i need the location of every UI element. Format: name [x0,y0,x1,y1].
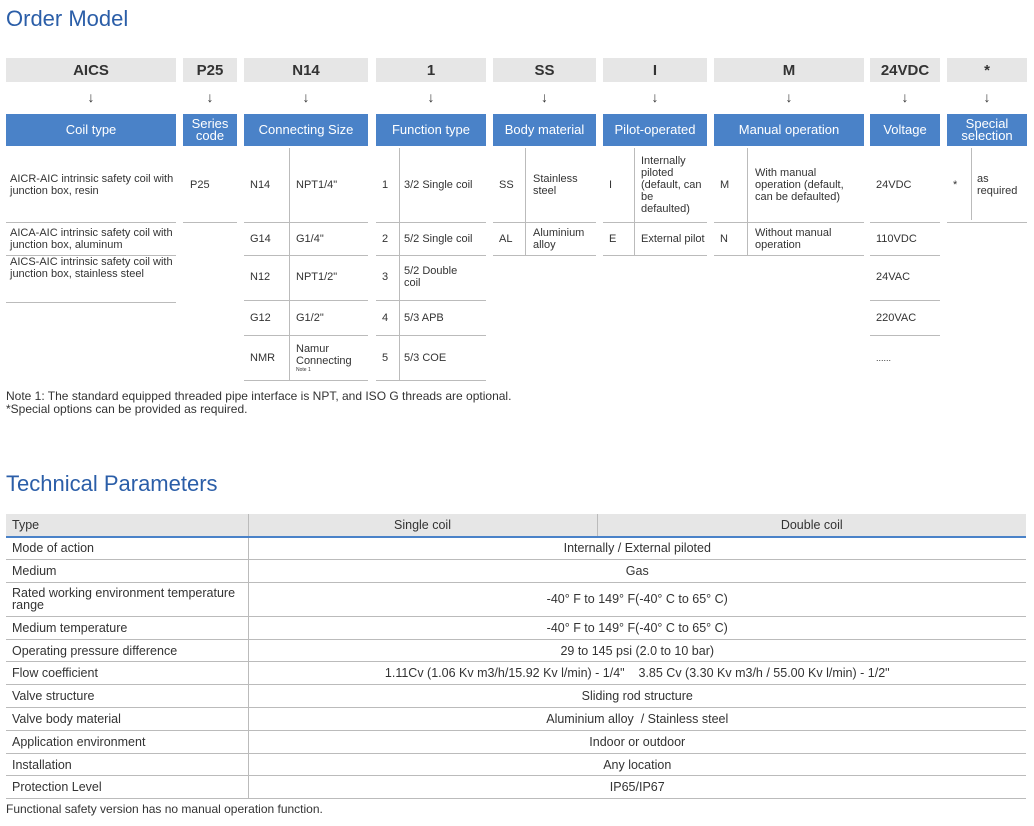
order-model-title: Order Model [6,6,129,31]
connecting-code: N12 [250,271,271,283]
coil-type-item: AICS-AIC intrinsic safety coil with junction box, stainless steel [10,256,173,280]
arrow-down-icon: ↓ [983,89,991,105]
row-value: 1.11Cv (1.06 Kv m3/h/15.92 Kv l/min) - 1/4" 3.85 Cv (3.30 Kv m3/h / 55.00 Kv l/min) - 1/2" [248,662,1026,685]
code-voltage: 24VDC [870,58,940,82]
coil-type-item: AICR-AIC intrinsic safety coil with junction box, resin [10,173,174,197]
row-label: Mode of action [6,537,248,560]
table-row [6,662,1026,685]
technical-parameters-title: Technical Parameters [6,471,218,496]
voltage-item: ...... [876,353,892,363]
manual-desc: Without manual operation [755,227,832,251]
function-code: 1 [382,179,389,191]
row-label: Medium [6,560,248,583]
series-code-value: P25 [190,179,210,191]
technical-parameters-table [6,514,1026,799]
manual-code: M [720,179,730,191]
connecting-desc: NPT1/4" [296,179,338,191]
arrow-down-icon: ↓ [901,89,909,105]
table-row [6,753,1026,776]
function-desc: 5/3 COE [404,352,447,364]
code-pilot: I [603,58,707,82]
arrow-down-icon: ↓ [302,89,310,105]
namur-label: Namur Connecting [296,343,352,367]
technical-footnote: Functional safety version has no manual operation function. [6,802,323,816]
code-connecting-size: N14 [244,58,368,82]
row-label: Medium temperature [6,616,248,639]
header-single-coil: Single coil [248,514,597,537]
note-2: *Special options can be provided as required. [6,402,248,416]
arrow-down-icon: ↓ [427,89,435,105]
code-body-material: SS [493,58,596,82]
manual-desc: With manual operation (default, can be defaulted) [755,167,844,203]
function-code: 5 [382,352,389,364]
row-value: Indoor or outdoor [248,730,1026,753]
header-series-code: Series code [183,114,237,146]
body-material-code: SS [499,179,514,191]
header-type: Type [6,514,248,537]
table-row [6,639,1026,662]
code-series: P25 [183,58,237,82]
header-pilot-operated: Pilot-operated [603,114,707,146]
table-row [6,582,1026,616]
function-code: 2 [382,233,389,245]
connecting-desc-namur [296,338,358,378]
order-model-notes [6,390,511,416]
header-coil-type: Coil type [6,114,176,146]
connecting-desc: NPT1/2" [296,271,338,283]
pilot-code: E [609,233,617,245]
header-special-selection: Special selection [947,114,1027,146]
voltage-item: 24VDC [876,179,912,191]
table-row [6,560,1026,583]
connecting-desc: G1/4" [296,233,324,245]
code-function-type: 1 [376,58,486,82]
row-label: Rated working environment temperature range [6,582,248,616]
header-double-coil: Double coil [597,514,1026,537]
arrow-down-icon: ↓ [651,89,659,105]
table-row [6,616,1026,639]
header-function-type: Function type [376,114,486,146]
row-value: Any location [248,753,1026,776]
code-manual: M [714,58,864,82]
voltage-item: 220VAC [876,312,917,324]
body-material-code: AL [499,233,513,245]
row-label: Operating pressure difference [6,639,248,662]
connecting-code: G14 [250,233,271,245]
row-label: Installation [6,753,248,776]
function-desc: 5/2 Double coil [404,265,458,289]
pilot-desc: External pilot [641,233,705,245]
coil-type-item: AICA-AIC intrinsic safety coil with junction box, aluminum [10,227,173,251]
row-value: Gas [248,560,1026,583]
function-code: 4 [382,312,389,324]
special-desc: as required [977,173,1018,197]
row-label: Protection Level [6,776,248,799]
row-value: IP65/IP67 [248,776,1026,799]
row-value: 29 to 145 psi (2.0 to 10 bar) [248,639,1026,662]
connecting-desc: G1/2" [296,312,324,324]
pilot-code: I [609,179,613,191]
arrow-down-icon: ↓ [206,89,214,105]
function-desc: 5/3 APB [404,312,444,324]
special-code: * [953,179,958,191]
code-special: * [947,58,1027,82]
manual-code: N [720,233,728,245]
table-row [6,708,1026,731]
row-value: Aluminium alloy / Stainless steel [248,708,1026,731]
row-value: -40° F to 149° F(-40° C to 65° C) [248,582,1026,616]
row-label: Valve structure [6,685,248,708]
header-manual-operation: Manual operation [714,114,864,146]
function-desc: 5/2 Single coil [404,233,473,245]
voltage-item: 110VDC [876,233,917,245]
row-label: Application environment [6,730,248,753]
table-row [6,776,1026,799]
arrow-down-icon: ↓ [87,89,95,105]
arrow-down-icon: ↓ [541,89,548,105]
function-code: 3 [382,271,389,283]
row-label: Valve body material [6,708,248,731]
row-label: Flow coefficient [6,662,248,685]
namur-note: Note 1 [296,367,311,373]
row-value: -40° F to 149° F(-40° C to 65° C) [248,616,1026,639]
table-row [6,685,1026,708]
voltage-item: 24VAC [876,271,911,283]
pilot-desc: Internally piloted (default, can be defaulted) [641,155,702,215]
body-material-desc: Stainless steel [533,173,578,197]
table-row [6,537,1026,560]
note-1: Note 1: The standard equipped threaded pipe interface is NPT, and ISO G threads are optional. [6,389,512,403]
row-value: Sliding rod structure [248,685,1026,708]
connecting-code: G12 [250,312,271,324]
table-row [6,730,1026,753]
row-value: Internally / External piloted [248,537,1026,560]
code-coil-type: AICS [6,58,176,82]
connecting-code: N14 [250,179,271,191]
header-voltage: Voltage [870,114,940,146]
table-header-row [6,514,1026,537]
body-material-desc: Aluminium alloy [533,227,585,251]
header-connecting-size: Connecting Size [244,114,368,146]
order-model-section [0,0,1034,400]
header-body-material: Body material [493,114,596,146]
connecting-code: NMR [250,352,276,364]
function-desc: 3/2 Single coil [404,179,473,191]
arrow-down-icon: ↓ [785,89,793,105]
